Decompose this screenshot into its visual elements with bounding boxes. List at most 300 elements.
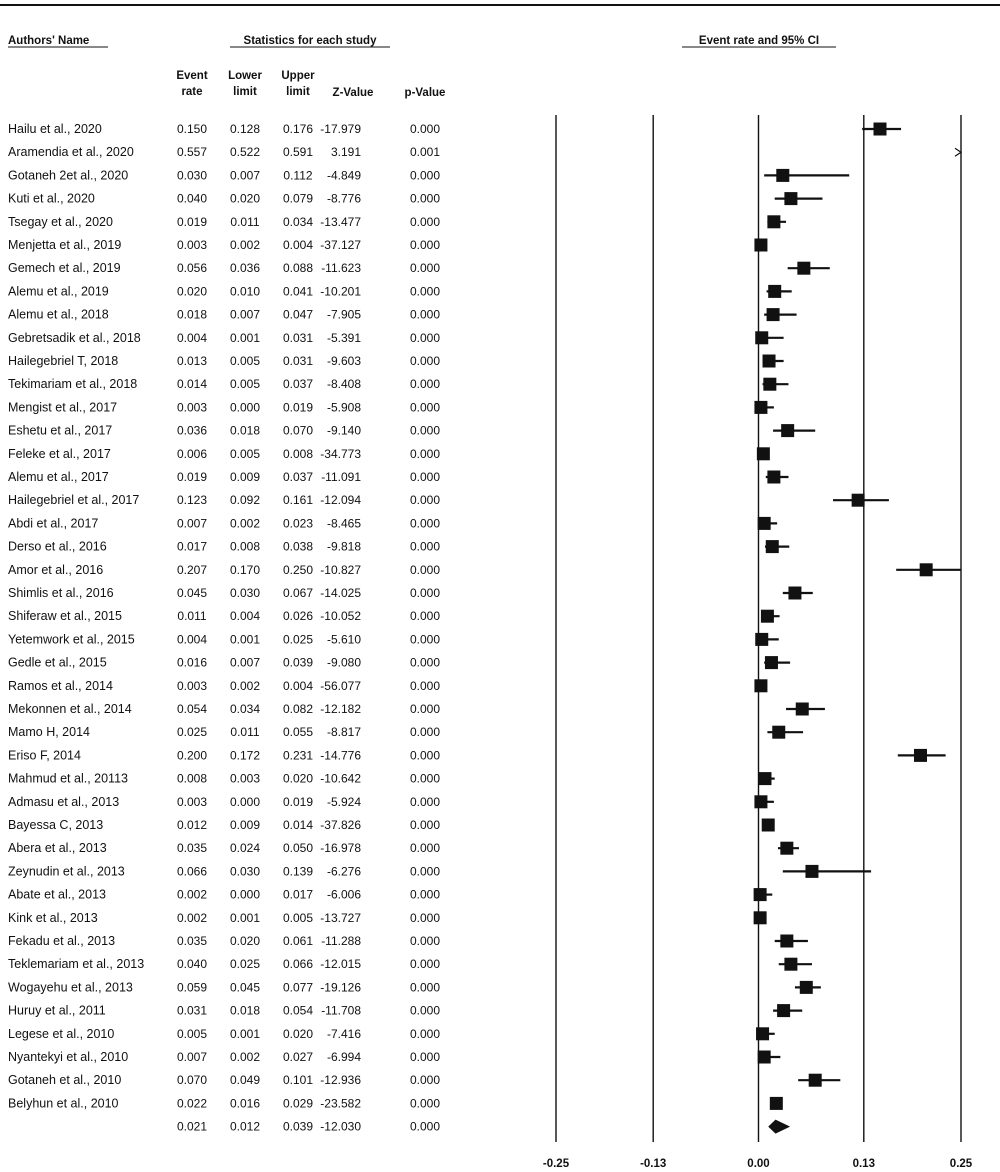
study-name: Admasu et al., 2013 (8, 794, 120, 809)
point-estimate (874, 123, 887, 136)
study-upper-limit: 0.019 (282, 400, 314, 415)
study-upper-limit: 0.050 (282, 841, 314, 856)
point-estimate (767, 308, 780, 321)
pooled-diamond (768, 1120, 790, 1134)
study-row (8, 261, 830, 275)
study-z-value: -4.849 (326, 168, 361, 183)
table-header (8, 35, 836, 99)
study-p-value: 0.000 (409, 168, 441, 183)
study-upper-limit: 0.029 (282, 1096, 314, 1111)
point-estimate (754, 795, 767, 808)
study-event-rate: 0.002 (176, 887, 208, 902)
study-p-value: 0.000 (409, 1096, 441, 1111)
study-event-rate: 0.040 (176, 957, 208, 972)
study-upper-limit: 0.019 (282, 794, 314, 809)
study-z-value: -5.908 (326, 400, 361, 415)
study-row (8, 1096, 783, 1110)
point-estimate (754, 679, 767, 692)
study-upper-limit: 0.139 (282, 864, 314, 879)
study-event-rate: 0.557 (176, 145, 208, 160)
study-upper-limit: 0.047 (282, 307, 314, 322)
study-upper-limit: 0.591 (282, 145, 314, 160)
authors-header: Authors' Name (8, 35, 90, 47)
study-event-rate: 0.016 (176, 655, 208, 670)
study-name: Legese et al., 2010 (8, 1026, 115, 1041)
study-event-rate: 0.070 (176, 1073, 208, 1088)
study-name: Kink et al., 2013 (8, 910, 98, 925)
study-name: Gemech et al., 2019 (8, 261, 121, 276)
study-p-value: 0.000 (409, 377, 441, 392)
study-lower-limit: 0.001 (229, 330, 261, 345)
study-lower-limit: 0.001 (229, 632, 261, 647)
study-row (8, 1027, 775, 1041)
study-lower-limit: 0.007 (229, 168, 261, 183)
study-event-rate: 0.004 (176, 632, 208, 647)
study-row (8, 424, 815, 438)
point-estimate (755, 633, 768, 646)
study-upper-limit: 0.070 (282, 423, 314, 438)
study-upper-limit: 0.038 (282, 539, 314, 554)
study-name: Menjetta et al., 2019 (8, 238, 122, 252)
study-row (8, 470, 788, 484)
study-event-rate: 0.003 (176, 678, 208, 693)
study-row (8, 632, 779, 646)
study-event-rate: 0.006 (176, 446, 208, 461)
study-event-rate: 0.004 (176, 330, 208, 345)
study-row (8, 725, 803, 739)
study-upper-limit: 0.039 (282, 655, 314, 670)
study-row (8, 354, 784, 368)
study-row (8, 795, 774, 809)
study-lower-limit: 0.008 (229, 539, 261, 554)
study-event-rate: 0.035 (176, 934, 208, 948)
study-p-value: 0.000 (409, 910, 441, 925)
study-upper-limit: 0.088 (282, 261, 314, 276)
study-name: Wogayehu et al., 2013 (8, 980, 133, 995)
study-z-value: -9.140 (326, 423, 361, 438)
study-name: Gebretsadik et al., 2018 (8, 330, 141, 345)
study-upper-limit: 0.031 (282, 354, 314, 368)
x-tick-label: 0.00 (747, 1158, 770, 1170)
study-lower-limit: 0.005 (229, 354, 261, 368)
point-estimate (852, 494, 865, 507)
study-name: Kuti et al., 2020 (8, 191, 95, 206)
study-event-rate: 0.056 (176, 261, 208, 276)
study-event-rate: 0.054 (176, 702, 208, 716)
study-p-value: 0.000 (409, 539, 441, 554)
study-p-value: 0.000 (409, 400, 441, 415)
x-tick-label: 0.25 (949, 1158, 973, 1170)
study-name: Huruy et al., 2011 (8, 1003, 106, 1018)
study-p-value: 0.000 (409, 748, 441, 763)
study-p-value: 0.000 (409, 702, 441, 716)
study-event-rate: 0.003 (176, 400, 208, 415)
study-p-value: 0.000 (409, 423, 441, 438)
study-p-value: 0.000 (409, 493, 441, 508)
x-tick-label: 0.13 (852, 1158, 875, 1170)
study-z-value: -7.416 (326, 1026, 361, 1041)
study-event-rate: 0.003 (176, 238, 208, 252)
point-estimate (755, 331, 768, 344)
study-row (8, 702, 825, 716)
point-estimate (776, 169, 789, 182)
study-z-value: -9.818 (326, 539, 361, 554)
study-upper-limit: 0.034 (282, 214, 314, 229)
column-header: Z-Value (332, 87, 374, 99)
study-name: Belyhun et al., 2010 (8, 1096, 119, 1111)
study-row (8, 1004, 802, 1018)
study-z-value: -10.827 (320, 562, 361, 577)
pooled-event-rate: 0.021 (176, 1119, 208, 1134)
study-lower-limit: 0.010 (229, 284, 261, 299)
study-p-value: 0.000 (409, 1073, 441, 1088)
point-estimate (809, 1074, 822, 1087)
study-upper-limit: 0.020 (282, 771, 314, 786)
study-upper-limit: 0.176 (282, 122, 314, 136)
point-estimate (758, 1051, 771, 1064)
study-z-value: -12.182 (320, 702, 361, 716)
study-z-value: -56.077 (320, 678, 361, 693)
study-event-rate: 0.018 (176, 307, 208, 322)
study-z-value: -12.094 (320, 493, 361, 508)
study-upper-limit: 0.008 (282, 446, 314, 461)
study-p-value: 0.000 (409, 238, 441, 252)
point-estimate (768, 285, 781, 298)
study-event-rate: 0.035 (176, 841, 208, 856)
study-name: Alemu et al., 2017 (8, 470, 109, 484)
study-name: Tsegay et al., 2020 (8, 214, 113, 229)
point-estimate (754, 401, 767, 414)
study-lower-limit: 0.092 (229, 493, 261, 508)
study-upper-limit: 0.079 (282, 191, 314, 206)
study-name: Teklemariam et al., 2013 (8, 957, 145, 972)
study-z-value: -23.582 (320, 1096, 361, 1111)
study-event-rate: 0.207 (176, 562, 208, 577)
study-event-rate: 0.022 (176, 1096, 208, 1111)
study-name: Abera et al., 2013 (8, 841, 107, 856)
study-upper-limit: 0.101 (282, 1073, 314, 1088)
study-upper-limit: 0.250 (282, 562, 314, 577)
study-row (8, 609, 780, 623)
study-lower-limit: 0.009 (229, 470, 261, 484)
study-row (8, 748, 946, 762)
study-lower-limit: 0.000 (229, 887, 261, 902)
study-lower-limit: 0.002 (229, 1050, 261, 1064)
study-name: Zeynudin et al., 2013 (8, 864, 125, 879)
study-p-value: 0.000 (409, 122, 441, 136)
study-z-value: -34.773 (320, 446, 361, 461)
study-upper-limit: 0.026 (282, 609, 314, 624)
study-name: Shiferaw et al., 2015 (8, 609, 122, 624)
study-upper-limit: 0.082 (282, 702, 314, 716)
study-p-value: 0.000 (409, 771, 441, 786)
study-row (8, 284, 792, 298)
study-name: Shimlis et al., 2016 (8, 586, 114, 600)
point-estimate (765, 656, 778, 669)
point-estimate (767, 471, 780, 484)
study-lower-limit: 0.005 (229, 446, 261, 461)
study-name: Amor et al., 2016 (8, 562, 104, 577)
point-estimate (805, 865, 818, 878)
study-name: Mekonnen et al., 2014 (8, 702, 132, 716)
study-upper-limit: 0.112 (283, 168, 313, 183)
study-name: Fekadu et al., 2013 (8, 934, 116, 948)
study-event-rate: 0.017 (176, 539, 208, 554)
point-estimate (756, 1027, 769, 1040)
study-p-value: 0.000 (409, 261, 441, 276)
study-upper-limit: 0.014 (282, 818, 314, 832)
study-event-rate: 0.019 (176, 214, 208, 229)
study-z-value: -10.052 (320, 609, 361, 624)
study-p-value: 0.000 (409, 1026, 441, 1041)
study-name: Ramos et al., 2014 (8, 678, 113, 693)
study-row (8, 192, 822, 206)
study-name: Derso et al., 2016 (8, 539, 107, 554)
study-name: Alemu et al., 2018 (8, 307, 109, 322)
study-p-value: 0.000 (409, 887, 441, 902)
x-tick-label: -0.13 (640, 1158, 667, 1170)
study-lower-limit: 0.172 (229, 748, 261, 763)
point-estimate (770, 1097, 783, 1110)
study-name: Gotaneh et al., 2010 (8, 1073, 122, 1088)
study-upper-limit: 0.077 (282, 980, 314, 995)
study-event-rate: 0.200 (176, 748, 208, 763)
study-event-rate: 0.031 (176, 1003, 208, 1018)
study-z-value: -6.276 (326, 864, 361, 879)
study-lower-limit: 0.170 (229, 562, 261, 577)
study-z-value: -37.826 (320, 818, 361, 832)
study-event-rate: 0.040 (176, 191, 208, 206)
study-p-value: 0.000 (409, 330, 441, 345)
study-z-value: -8.408 (326, 377, 361, 392)
study-p-value: 0.000 (409, 841, 441, 856)
off-scale-arrow (955, 148, 961, 156)
study-lower-limit: 0.005 (229, 377, 261, 392)
column-header: p-Value (404, 87, 446, 99)
study-lower-limit: 0.016 (229, 1096, 261, 1111)
study-lower-limit: 0.002 (229, 238, 261, 252)
study-z-value: -6.006 (326, 887, 361, 902)
study-z-value: -10.201 (320, 284, 361, 299)
study-p-value: 0.000 (409, 516, 441, 531)
study-lower-limit: 0.001 (229, 1026, 261, 1041)
study-z-value: -11.623 (321, 261, 361, 276)
study-event-rate: 0.150 (176, 122, 208, 136)
study-event-rate: 0.013 (176, 354, 208, 368)
study-z-value: 3.191 (330, 145, 361, 160)
study-name: Mengist et al., 2017 (8, 400, 118, 415)
study-upper-limit: 0.067 (282, 586, 314, 600)
study-name: Abdi et al., 2017 (8, 516, 99, 531)
study-upper-limit: 0.025 (282, 632, 314, 647)
study-lower-limit: 0.025 (229, 957, 261, 972)
column-header: Upper (281, 70, 315, 82)
study-row (8, 818, 775, 832)
study-name: Aramendia et al., 2020 (8, 145, 134, 160)
study-lower-limit: 0.018 (229, 423, 261, 438)
study-row (8, 656, 790, 670)
study-rows (8, 122, 961, 1110)
pooled-lower-limit: 0.012 (229, 1119, 261, 1134)
study-name: Nyantekyi et al., 2010 (8, 1050, 129, 1064)
study-lower-limit: 0.000 (229, 794, 261, 809)
study-name: Feleke et al., 2017 (8, 446, 111, 461)
study-name: Mamo H, 2014 (8, 725, 90, 740)
point-estimate (777, 1004, 790, 1017)
study-row (8, 1073, 840, 1087)
study-z-value: -9.603 (326, 354, 361, 368)
study-name: Yetemwork et al., 2015 (8, 632, 135, 647)
study-row (8, 377, 788, 391)
study-upper-limit: 0.054 (282, 1003, 314, 1018)
study-upper-limit: 0.041 (282, 284, 314, 299)
study-p-value: 0.000 (409, 354, 441, 368)
study-z-value: -16.978 (320, 841, 361, 856)
study-event-rate: 0.007 (176, 1050, 208, 1064)
study-event-rate: 0.002 (176, 910, 208, 925)
study-z-value: -13.727 (320, 910, 361, 925)
study-row (8, 888, 772, 902)
study-p-value: 0.000 (409, 864, 441, 879)
study-z-value: -13.477 (320, 214, 361, 229)
study-event-rate: 0.045 (176, 586, 208, 600)
study-z-value: -11.091 (321, 470, 361, 484)
study-p-value: 0.000 (409, 609, 441, 624)
study-name: Hailegebriel et al., 2017 (8, 493, 140, 508)
study-z-value: -8.465 (326, 516, 361, 531)
study-upper-limit: 0.037 (282, 470, 314, 484)
study-lower-limit: 0.009 (229, 818, 261, 832)
study-upper-limit: 0.055 (282, 725, 314, 740)
study-row (8, 122, 901, 136)
study-row (8, 772, 775, 786)
study-upper-limit: 0.005 (282, 910, 314, 925)
point-estimate (780, 935, 793, 948)
study-z-value: -17.979 (320, 122, 361, 136)
study-row (8, 540, 789, 554)
study-z-value: -5.391 (326, 330, 361, 345)
study-p-value: 0.000 (409, 818, 441, 832)
study-row (8, 331, 784, 345)
study-z-value: -8.817 (326, 725, 361, 740)
study-name: Bayessa C, 2013 (8, 818, 104, 832)
study-upper-limit: 0.023 (282, 516, 314, 531)
study-name: Tekimariam et al., 2018 (8, 377, 138, 392)
study-lower-limit: 0.000 (229, 400, 261, 415)
study-row (8, 841, 799, 855)
column-header: limit (286, 86, 310, 98)
study-lower-limit: 0.030 (229, 864, 261, 879)
point-estimate (758, 517, 771, 530)
x-tick-label: -0.25 (542, 1158, 570, 1170)
study-event-rate: 0.030 (176, 168, 208, 183)
study-lower-limit: 0.045 (229, 980, 261, 995)
study-z-value: -7.905 (326, 307, 361, 322)
plot-reference-lines (556, 115, 961, 1142)
point-estimate (757, 447, 770, 460)
point-estimate (914, 749, 927, 762)
study-event-rate: 0.036 (176, 423, 208, 438)
study-lower-limit: 0.034 (229, 702, 261, 716)
column-header: rate (181, 86, 203, 98)
study-lower-limit: 0.036 (229, 261, 261, 276)
study-z-value: -6.994 (326, 1050, 361, 1064)
study-row (8, 168, 849, 182)
study-z-value: -14.025 (320, 586, 361, 600)
study-upper-limit: 0.004 (282, 678, 314, 693)
plot-header: Event rate and 95% CI (698, 35, 820, 47)
study-event-rate: 0.011 (177, 609, 207, 624)
study-upper-limit: 0.020 (282, 1026, 314, 1041)
study-p-value: 0.000 (409, 214, 441, 229)
study-p-value: 0.000 (409, 470, 441, 484)
study-event-rate: 0.008 (176, 771, 208, 786)
pooled-upper-limit: 0.039 (282, 1119, 314, 1134)
study-name: Mahmud et al., 20113 (8, 771, 128, 786)
study-row (8, 957, 812, 971)
study-lower-limit: 0.020 (229, 191, 261, 206)
study-event-rate: 0.019 (176, 470, 208, 484)
column-header: limit (233, 86, 257, 98)
point-estimate (763, 355, 776, 368)
study-z-value: -5.924 (326, 794, 361, 809)
point-estimate (797, 262, 810, 275)
study-event-rate: 0.003 (176, 794, 208, 809)
study-lower-limit: 0.007 (229, 307, 261, 322)
study-p-value: 0.000 (409, 1050, 441, 1064)
study-z-value: -11.288 (321, 934, 361, 948)
point-estimate (766, 540, 779, 553)
point-estimate (780, 842, 793, 855)
study-row (8, 145, 961, 159)
study-lower-limit: 0.128 (229, 122, 261, 136)
study-lower-limit: 0.003 (229, 771, 261, 786)
study-upper-limit: 0.231 (282, 748, 314, 763)
study-upper-limit: 0.037 (282, 377, 314, 392)
study-z-value: -8.776 (326, 191, 361, 206)
statistics-header: Statistics for each study (243, 35, 377, 47)
study-row (8, 980, 821, 994)
study-p-value: 0.000 (409, 307, 441, 322)
study-upper-limit: 0.066 (282, 957, 314, 972)
study-lower-limit: 0.001 (229, 910, 261, 925)
study-event-rate: 0.059 (176, 980, 208, 995)
study-p-value: 0.000 (409, 284, 441, 299)
point-estimate (784, 192, 797, 205)
study-p-value: 0.000 (409, 725, 441, 740)
point-estimate (754, 911, 767, 924)
study-lower-limit: 0.522 (229, 145, 261, 160)
study-p-value: 0.000 (409, 632, 441, 647)
study-z-value: -12.015 (320, 957, 361, 972)
study-lower-limit: 0.049 (229, 1073, 261, 1088)
study-row (8, 563, 961, 577)
study-upper-limit: 0.161 (282, 493, 314, 508)
study-z-value: -10.642 (320, 771, 361, 786)
study-lower-limit: 0.002 (229, 678, 261, 693)
point-estimate (781, 424, 794, 437)
study-lower-limit: 0.018 (229, 1003, 261, 1018)
point-estimate (754, 888, 767, 901)
study-row (8, 400, 774, 414)
study-upper-limit: 0.017 (282, 887, 314, 902)
study-upper-limit: 0.031 (282, 330, 314, 345)
study-z-value: -37.127 (320, 238, 361, 252)
study-name: Hailegebriel T, 2018 (8, 354, 119, 368)
study-event-rate: 0.025 (176, 725, 208, 740)
study-p-value: 0.001 (409, 145, 441, 160)
study-event-rate: 0.005 (176, 1026, 208, 1041)
